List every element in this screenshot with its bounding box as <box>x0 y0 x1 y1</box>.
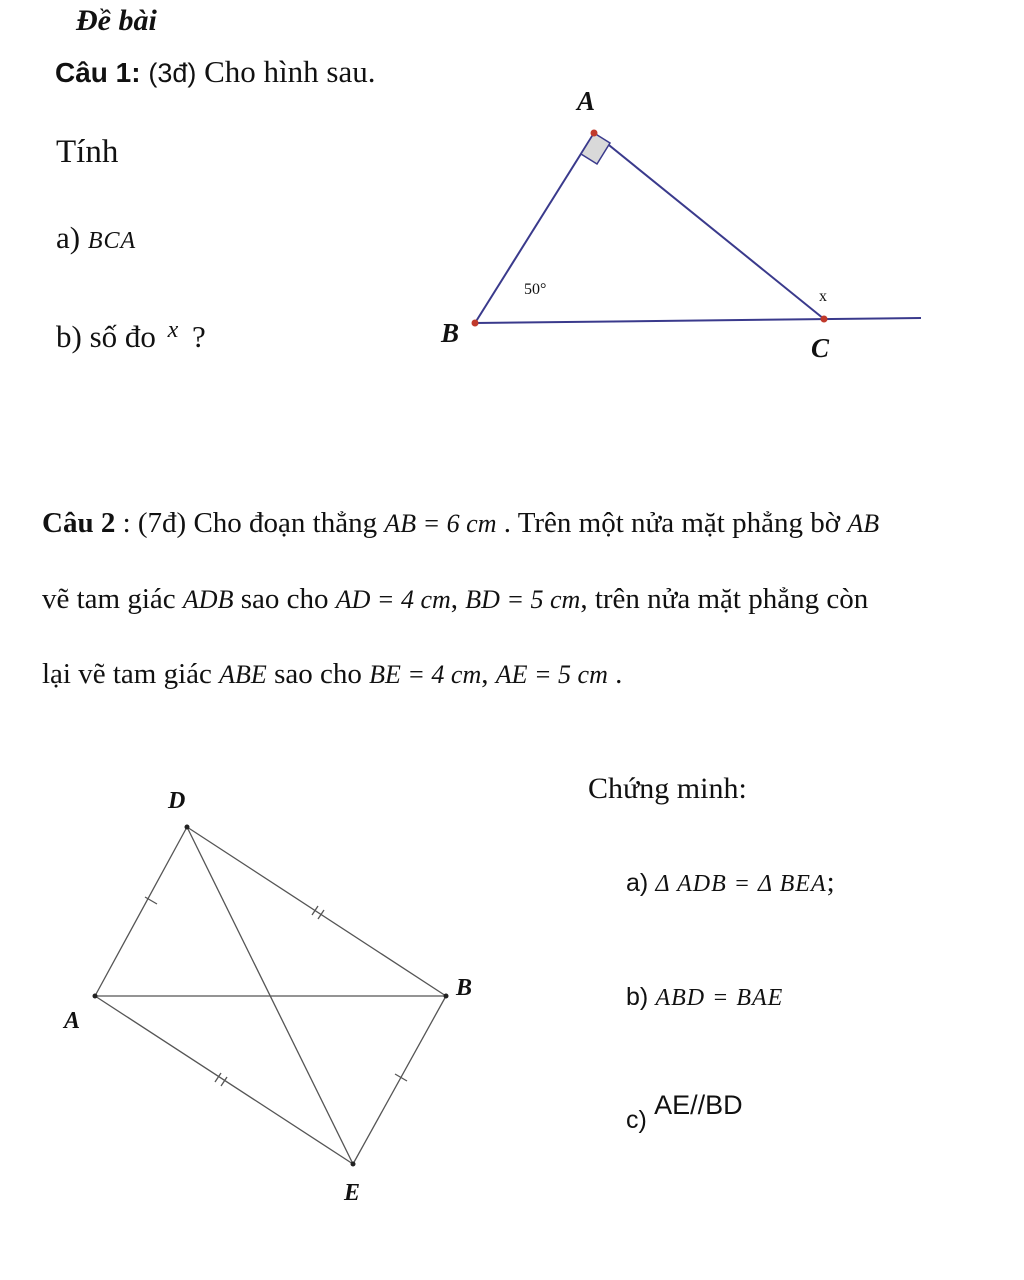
point-b-2 <box>444 994 449 999</box>
q2-l3-m2: BE = 4 cm <box>369 660 482 689</box>
page-title: Đề bài <box>76 4 157 37</box>
q2-l2-m3: BD = 5 cm <box>465 585 581 614</box>
q2-part-a-prefix: a) <box>626 869 649 897</box>
segment-db <box>187 827 446 996</box>
q2-part-c-prefix: c) <box>626 1106 647 1134</box>
q2-l3-m3: AE = 5 cm <box>495 660 608 689</box>
tick-db-2 <box>318 910 324 919</box>
q2-l1-m2: AB <box>847 509 880 538</box>
q2-l1-t1: : (7đ) Cho đoạn thẳng <box>122 507 378 539</box>
q1-part-b-var: x <box>167 317 179 343</box>
point-a <box>591 130 598 137</box>
q2-part-c-expr: AE//BD <box>654 1090 743 1120</box>
angle-b-label: 50° <box>524 281 547 298</box>
tick-db-1 <box>312 906 318 915</box>
angle-x-label: x <box>819 288 827 305</box>
quadrilateral-adbe-figure <box>93 825 449 1167</box>
segment-ad <box>95 827 187 996</box>
label-a-2: A <box>64 1008 81 1034</box>
right-angle-marker <box>581 133 610 164</box>
segment-bc-extended <box>475 318 921 323</box>
q2-l3-t4: . <box>615 658 623 690</box>
q1-part-a-prefix: a) <box>56 220 81 255</box>
q2-l1-m1: AB = 6 cm <box>384 509 497 538</box>
label-b-2: B <box>456 975 473 1001</box>
segment-ae <box>95 996 353 1164</box>
q2-l2-t2: sao cho <box>240 583 329 615</box>
label-e: E <box>344 1180 361 1206</box>
q2-l2-t3: , <box>450 583 459 615</box>
label-b: B <box>441 318 460 348</box>
q2-label: Câu 2 <box>42 507 116 539</box>
q2-part-b-expr: ABD = BAE <box>655 985 784 1011</box>
q2-part-b-prefix: b) <box>626 983 649 1011</box>
q2-l3-m1: ABE <box>219 660 267 689</box>
q2-prove-title: Chứng minh: <box>588 772 747 805</box>
q2-part-a-expr: Δ ADB = Δ BEA <box>655 871 827 897</box>
point-d <box>185 825 190 830</box>
point-e <box>351 1162 356 1167</box>
q2-l2-m2: AD = 4 cm <box>335 585 451 614</box>
q2-l1-t2: . Trên một nửa mặt phẳng bờ <box>503 507 841 539</box>
q2-part-a-suffix: ; <box>826 866 835 898</box>
triangle-abc-figure <box>440 86 921 363</box>
label-c: C <box>811 333 830 363</box>
q1-points: (3đ) <box>148 58 197 88</box>
q1-prompt: Tính <box>56 134 119 170</box>
q2-l2-m1: ADB <box>182 585 234 614</box>
q2-l2-t4: , trên nửa mặt phẳng còn <box>580 583 869 615</box>
tick-be <box>395 1074 407 1081</box>
point-b <box>472 320 479 327</box>
point-c <box>821 316 828 323</box>
segment-ac <box>594 133 824 319</box>
q2-l3-t1: lại vẽ tam giác <box>42 658 212 690</box>
q1-part-b-prefix: b) số đo <box>56 319 156 354</box>
q2-l2-t1: vẽ tam giác <box>42 583 176 615</box>
q1-text: Cho hình sau. <box>204 54 376 89</box>
q1-label: Câu 1: <box>55 57 141 88</box>
point-a-2 <box>93 994 98 999</box>
q2-l3-t2: sao cho <box>274 658 362 690</box>
q1-part-a-expr: BCA <box>87 228 137 254</box>
label-d: D <box>168 788 186 814</box>
label-a: A <box>577 86 596 116</box>
q2-l3-t3: , <box>481 658 489 690</box>
segment-be <box>353 996 446 1164</box>
q1-part-b-suffix: ? <box>192 319 206 354</box>
